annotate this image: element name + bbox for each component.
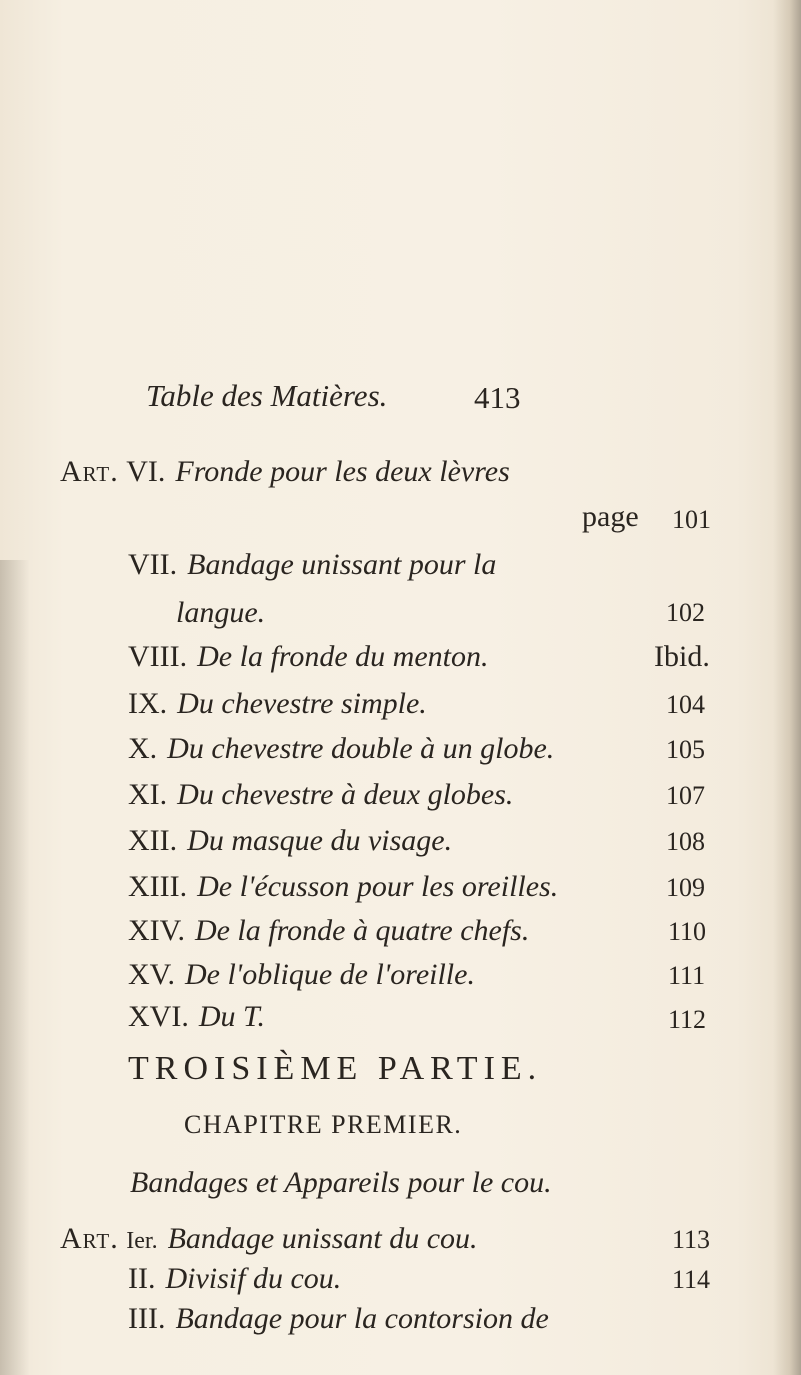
entry-title: Du T. <box>198 1000 265 1033</box>
entry-title: Bandage unissant pour la <box>187 548 497 581</box>
entry-page: 113 <box>672 1225 711 1254</box>
entry-page-prefix: page <box>582 500 639 533</box>
toc-entry <box>128 870 558 904</box>
toc-entry <box>128 1000 265 1034</box>
toc-entry <box>60 455 510 489</box>
entry-number: VII. <box>128 548 178 581</box>
entry-title: Du chevestre double à un globe. <box>167 732 555 765</box>
entry-page: Ibid. <box>654 640 710 673</box>
entry-title-continued: langue. <box>176 596 266 629</box>
running-header-page-number: 413 <box>474 380 521 415</box>
entry-title: Du masque du visage. <box>187 824 453 857</box>
entry-number: IX. <box>128 687 168 720</box>
toc-entry <box>128 548 496 582</box>
toc-entry <box>128 732 554 766</box>
entry-title: Divisif du cou. <box>165 1262 342 1295</box>
toc-entry <box>128 824 452 858</box>
toc-entry <box>128 914 529 948</box>
entry-number: XIII. <box>128 870 188 903</box>
toc-entry <box>128 958 475 992</box>
entry-title: De l'écusson pour les oreilles. <box>197 870 559 903</box>
entry-page: 109 <box>666 873 705 902</box>
entry-page: 101 <box>672 505 711 534</box>
entry-title: Du chevestre à deux globes. <box>177 778 514 811</box>
entry-page: 114 <box>672 1265 711 1294</box>
toc-entry <box>128 640 488 674</box>
entry-page: 112 <box>668 1005 707 1034</box>
entry-page: 107 <box>666 781 705 810</box>
entry-number: III. <box>128 1302 166 1335</box>
entry-number: XIV. <box>128 914 185 947</box>
entry-page: 108 <box>666 827 705 856</box>
entry-title: Bandage pour la contorsion de <box>175 1302 549 1335</box>
entry-title: De la fronde du menton. <box>197 640 489 673</box>
entry-page: 102 <box>666 598 705 627</box>
toc-entry <box>128 687 427 721</box>
entry-number: XI. <box>128 778 168 811</box>
entry-number: X. <box>128 732 158 765</box>
entry-title: Du chevestre simple. <box>177 687 427 720</box>
toc-entry <box>128 778 513 812</box>
article-label: Art. <box>60 455 119 488</box>
entry-page: 110 <box>668 917 707 946</box>
running-header-title: Table des Matières. <box>146 378 388 413</box>
entry-title: Fronde pour les deux lèvres <box>175 455 510 488</box>
entry-number: II. <box>128 1262 156 1295</box>
entry-page: 104 <box>666 690 705 719</box>
entry-title: Bandage unissant du cou. <box>167 1222 478 1255</box>
chapter-heading: CHAPITRE PREMIER. <box>184 1110 463 1139</box>
binding-shadow <box>0 560 30 1375</box>
entry-number: VIII. <box>128 640 188 673</box>
entry-title: De la fronde à quatre chefs. <box>194 914 530 947</box>
article-label: Art. <box>60 1222 119 1255</box>
entry-page: 105 <box>666 735 705 764</box>
entry-page: 111 <box>668 961 706 990</box>
entry-title: De l'oblique de l'oreille. <box>184 958 475 991</box>
entry-number: Ier. <box>126 1228 158 1254</box>
toc-entry <box>128 1302 549 1336</box>
toc-entry <box>60 1222 478 1256</box>
entry-number: XII. <box>128 824 178 857</box>
toc-entry <box>128 1262 341 1296</box>
page-edge-shadow <box>773 0 801 1375</box>
part-heading: TROISIÈME PARTIE. <box>128 1050 543 1087</box>
entry-number: VI. <box>126 455 166 488</box>
entry-number: XV. <box>128 958 175 991</box>
section-heading: Bandages et Appareils pour le cou. <box>130 1166 552 1199</box>
entry-number: XVI. <box>128 1000 189 1033</box>
